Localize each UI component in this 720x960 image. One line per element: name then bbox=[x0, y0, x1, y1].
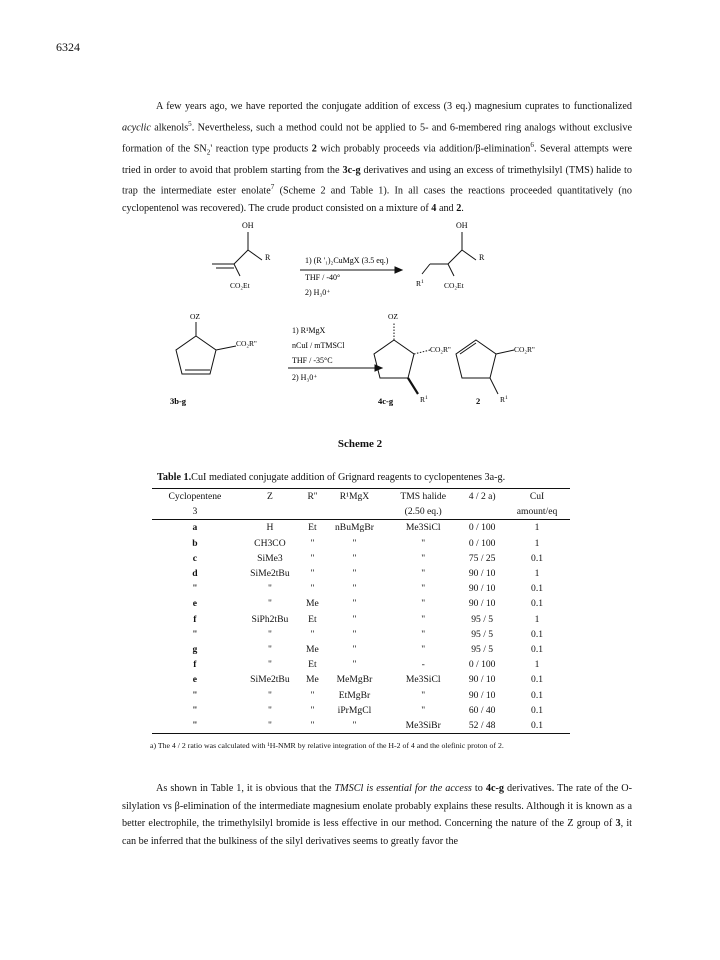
table-cell: " bbox=[267, 628, 272, 640]
table-cell: H bbox=[266, 522, 274, 534]
table-cell: 1 bbox=[534, 659, 540, 671]
table-cell: " bbox=[352, 552, 357, 564]
scheme-2 bbox=[160, 218, 580, 448]
table-cell: 0.1 bbox=[531, 628, 544, 640]
double-bond bbox=[460, 343, 476, 354]
table-cell: SiMe2tBu bbox=[250, 568, 290, 580]
table-cell: 90 / 10 bbox=[468, 598, 496, 610]
table-caption bbox=[157, 472, 505, 483]
table-cell: " bbox=[310, 689, 315, 701]
entry-cell: b bbox=[192, 537, 198, 549]
compound-ref: 4 bbox=[431, 203, 437, 215]
r-label: R bbox=[265, 253, 271, 262]
header-cui: CuI bbox=[504, 489, 570, 505]
table-cell: 1 bbox=[534, 537, 540, 549]
intro-text: and bbox=[436, 203, 457, 215]
oz-label: OZ bbox=[388, 312, 398, 321]
table-cell: " bbox=[421, 568, 426, 580]
entry-cell: c bbox=[192, 552, 198, 564]
subheader-cell bbox=[323, 504, 386, 520]
oh-label: OH bbox=[456, 221, 468, 230]
co2r-label: CO₂R'' bbox=[430, 345, 451, 354]
subheader-cell: amount/eq bbox=[504, 504, 570, 520]
r1-label: $R^1$ bbox=[500, 395, 508, 404]
intro-text: alkenols bbox=[150, 121, 189, 133]
intro-text: . bbox=[461, 203, 464, 215]
table-cell: MeMgBr bbox=[336, 674, 373, 686]
table-row bbox=[152, 672, 570, 687]
table-row bbox=[152, 703, 570, 718]
table-cell: 0 / 100 bbox=[468, 659, 496, 671]
subheader-cell bbox=[460, 504, 504, 520]
table-cell: SiPh2tBu bbox=[251, 613, 289, 625]
table-cell: 90 / 10 bbox=[468, 568, 496, 580]
intro-text: . Nevertheless, such a method could not be applied to 5- and 6-membered ring analogs without exclusive formation of the SN bbox=[122, 121, 633, 154]
discussion-italic: TMSCl is essential for the access bbox=[334, 783, 472, 794]
compound-ref: 3c-g bbox=[342, 164, 361, 176]
table-cell: Me3SiCl bbox=[405, 522, 441, 534]
table-cell: 0.1 bbox=[531, 598, 544, 610]
r1-label: $R^1$ bbox=[416, 279, 424, 288]
table-cell: Et bbox=[308, 522, 317, 534]
table-cell: 90 / 10 bbox=[468, 689, 496, 701]
table-row bbox=[152, 657, 570, 672]
table-cell: 0.1 bbox=[531, 689, 544, 701]
compound-2-label: 2 bbox=[476, 396, 481, 406]
table-cell: iPrMgCl bbox=[337, 704, 372, 716]
table-cell: 0.1 bbox=[531, 583, 544, 595]
table-cell: " bbox=[310, 583, 315, 595]
bottom-arrow-workup: 2) H₃0⁺ bbox=[292, 373, 318, 382]
entry-cell: e bbox=[192, 598, 198, 610]
table-row bbox=[152, 642, 570, 657]
table-cell: " bbox=[238, 718, 302, 734]
table-cell: " bbox=[352, 583, 357, 595]
r-label: R bbox=[479, 253, 485, 262]
table-cell: " bbox=[421, 704, 426, 716]
table-cell: 0.1 bbox=[531, 643, 544, 655]
oz-label: OZ bbox=[190, 312, 200, 321]
entry-cell: e bbox=[192, 674, 198, 686]
table-cell: " bbox=[352, 659, 357, 671]
bond bbox=[448, 250, 462, 264]
table-row bbox=[152, 687, 570, 702]
table-cell: Et bbox=[308, 613, 317, 625]
table-body bbox=[152, 520, 570, 734]
header-grignard: R¹MgX bbox=[323, 489, 386, 505]
bond bbox=[496, 350, 514, 354]
subheader-cell bbox=[238, 504, 302, 520]
table-cell: 1 bbox=[534, 613, 540, 625]
entry-cell: " bbox=[192, 628, 198, 640]
table-cell: 0.1 bbox=[531, 704, 544, 716]
table-cell: " bbox=[352, 568, 357, 580]
table-row bbox=[152, 520, 570, 536]
top-arrow-workup: 2) H₃0⁺ bbox=[305, 288, 331, 297]
oh-label: OH bbox=[242, 221, 254, 230]
table-cell: " bbox=[352, 613, 357, 625]
intro-text: wich probably proceeds via addition/β-elimination bbox=[316, 142, 531, 154]
table-cell: " bbox=[302, 718, 323, 734]
intro-italic: acyclic bbox=[122, 121, 151, 133]
table-cell: 95 / 5 bbox=[471, 643, 494, 655]
discussion-text: As shown in Table 1, it is obvious that the bbox=[156, 783, 335, 794]
intro-text: ' reaction type products bbox=[210, 142, 312, 154]
compound-ref: 3 bbox=[615, 818, 621, 830]
compound-ref: 2 bbox=[456, 203, 462, 215]
entry-cell: g bbox=[192, 643, 198, 655]
bond bbox=[462, 250, 476, 260]
entry-cell: d bbox=[192, 568, 198, 580]
co2r-label: CO₂R'' bbox=[514, 345, 535, 354]
table-cell: 90 / 10 bbox=[468, 674, 496, 686]
table-cell: " bbox=[421, 537, 426, 549]
discussion-text: to bbox=[471, 783, 486, 794]
table-footnote: a) The 4 / 2 ratio was calculated with ¹H-NMR by relative integration of the H-2 of 4 and the olefinic proton of 2. bbox=[150, 741, 504, 750]
bottom-arrow-catalyst: nCuI / mTMSCl bbox=[292, 341, 345, 350]
table-cell: " bbox=[323, 718, 386, 734]
bond bbox=[216, 346, 236, 350]
table-header-row bbox=[152, 489, 570, 505]
co2et-label: CO₂Et bbox=[230, 281, 250, 290]
entry-cell: " bbox=[152, 718, 238, 734]
table-cell: Me bbox=[306, 643, 319, 655]
table-row bbox=[152, 718, 570, 734]
entry-cell: " bbox=[192, 583, 198, 595]
table-cell: " bbox=[310, 704, 315, 716]
table-cell: 1 bbox=[534, 522, 540, 534]
intro-text: derivatives and using an excess of trimethylsilyl (TMS) halide to trap the intermediate ester enolate bbox=[122, 164, 632, 197]
bottom-arrow-reagent: 1) R¹MgX bbox=[292, 326, 326, 335]
ref-superscript: 6 bbox=[530, 140, 534, 149]
table-cell: " bbox=[352, 598, 357, 610]
co2r-label: CO₂R'' bbox=[236, 339, 257, 348]
table-cell: " bbox=[421, 552, 426, 564]
table-cell: " bbox=[421, 583, 426, 595]
arrow-head bbox=[395, 267, 402, 273]
table-cell: " bbox=[352, 628, 357, 640]
subscript: 2 bbox=[206, 148, 211, 156]
table-cell: - bbox=[421, 659, 425, 671]
table-cell: EtMgBr bbox=[338, 689, 371, 701]
table-cell: " bbox=[421, 613, 426, 625]
subheader-cell bbox=[302, 504, 323, 520]
table-cell: 0 / 100 bbox=[468, 522, 496, 534]
intro-text: A few years ago, we have reported the conjugate addition of excess (3 eq.) magnesium cuprates to functionalized bbox=[156, 101, 632, 112]
table-cell: " bbox=[421, 643, 426, 655]
discussion-text: derivatives. The rate of the O-silylation vs β-elimination of the intermediate magnesium enolate probably explains these results. Although it is known as a better electrophile, the trimethylsilyl bromide is less effective in our method. Concerning the nature of the Z group of bbox=[122, 783, 632, 830]
co2et-label: CO₂Et bbox=[444, 281, 464, 290]
compound-4cg-label: 4c-g bbox=[378, 396, 394, 406]
table-row bbox=[152, 536, 570, 551]
table-cell: 1 bbox=[534, 568, 540, 580]
table-row bbox=[152, 627, 570, 642]
table-cell: " bbox=[267, 704, 272, 716]
table-caption-text: CuI mediated conjugate addition of Grignard reagents to cyclopentenes 3a-g. bbox=[191, 472, 506, 483]
table-cell: " bbox=[310, 568, 315, 580]
ring bbox=[456, 340, 496, 378]
table-cell: 95 / 5 bbox=[471, 628, 494, 640]
bond bbox=[422, 264, 430, 274]
wedge-bond bbox=[408, 378, 418, 394]
table-row bbox=[152, 566, 570, 581]
compound-ref: 4c-g bbox=[485, 783, 504, 794]
discussion-text: , it can be inferred that the bulkiness of the silyl derivatives seems to greatly favor the bbox=[122, 818, 633, 847]
entry-cell: " bbox=[192, 689, 198, 701]
top-arrow-conditions: THF / -40° bbox=[305, 273, 341, 282]
table-cell: 60 / 40 bbox=[468, 704, 496, 716]
table-cell: " bbox=[421, 628, 426, 640]
intro-text: (Scheme 2 and Table 1). In all cases the reactions proceeded quantitatively (no cyclopentenol was recovered). The crude product consisted on a mixture of bbox=[122, 185, 632, 215]
table-caption-label: Table 1. bbox=[157, 472, 192, 483]
bond bbox=[490, 378, 498, 394]
compound-ref: 2 bbox=[311, 142, 317, 154]
table-cell: " bbox=[267, 659, 272, 671]
table-cell: SiMe3 bbox=[257, 552, 283, 564]
table-cell: Me3SiBr bbox=[386, 718, 460, 734]
discussion-paragraph bbox=[122, 780, 632, 850]
table-cell: " bbox=[267, 598, 272, 610]
table-cell: 75 / 25 bbox=[468, 552, 496, 564]
results-table bbox=[152, 488, 570, 734]
intro-paragraph bbox=[122, 98, 632, 218]
subheader-cell: 3 bbox=[152, 504, 238, 520]
bottom-arrow-conditions: THF / -35°C bbox=[292, 356, 333, 365]
table-cell: " bbox=[267, 689, 272, 701]
table-subheader-row bbox=[152, 504, 570, 520]
table-cell: 52 / 48 bbox=[460, 718, 504, 734]
header-z: Z bbox=[238, 489, 302, 505]
bond bbox=[248, 250, 262, 260]
table-cell: CH3CO bbox=[254, 537, 286, 549]
table-cell: Me bbox=[306, 674, 319, 686]
table-cell: " bbox=[421, 598, 426, 610]
table-cell: Me3SiCl bbox=[405, 674, 441, 686]
table-row bbox=[152, 581, 570, 596]
table-cell: 90 / 10 bbox=[468, 583, 496, 595]
header-r: R'' bbox=[302, 489, 323, 505]
table-cell: " bbox=[310, 537, 315, 549]
table-row bbox=[152, 551, 570, 566]
header-tms-halide: TMS halide bbox=[386, 489, 460, 505]
page-number: 6324 bbox=[56, 40, 80, 54]
table-cell: 0.1 bbox=[504, 718, 570, 734]
entry-cell: a bbox=[192, 522, 198, 534]
table-cell: " bbox=[310, 552, 315, 564]
header-ratio: 4 / 2 a) bbox=[460, 489, 504, 505]
subheader-cell: (2.50 eq.) bbox=[386, 504, 460, 520]
table-cell: 95 / 5 bbox=[471, 613, 494, 625]
top-arrow-reagent: 1) (R '₁)₂CuMgX (3.5 eq.) bbox=[305, 256, 389, 265]
scheme-caption: Scheme 2 bbox=[337, 438, 383, 450]
entry-cell: f bbox=[193, 659, 197, 671]
entry-cell: f bbox=[193, 613, 197, 625]
ring bbox=[176, 336, 216, 374]
hashed-bond bbox=[414, 350, 430, 354]
table-cell: " bbox=[421, 689, 426, 701]
ref-superscript: 5 bbox=[188, 119, 192, 128]
r1-label: $R^1$ bbox=[420, 395, 428, 404]
bond bbox=[448, 264, 454, 276]
ring bbox=[374, 340, 414, 378]
table-cell: 0.1 bbox=[531, 552, 544, 564]
table-cell: " bbox=[352, 537, 357, 549]
table-cell: " bbox=[267, 643, 272, 655]
intro-text: . Several attempts were tried in order to avoid that problem starting from the bbox=[122, 142, 632, 176]
table-cell: " bbox=[310, 628, 315, 640]
table-cell: Me bbox=[306, 598, 319, 610]
bond bbox=[234, 264, 240, 276]
scheme-drawing bbox=[160, 218, 580, 448]
table-cell: 0 / 100 bbox=[468, 537, 496, 549]
table-row bbox=[152, 612, 570, 627]
bond bbox=[234, 250, 248, 264]
table-cell: " bbox=[267, 583, 272, 595]
entry-cell: " bbox=[192, 704, 198, 716]
table-row bbox=[152, 596, 570, 611]
table-cell: Et bbox=[308, 659, 317, 671]
compound-3bg-label: 3b-g bbox=[170, 396, 187, 406]
table-cell: SiMe2tBu bbox=[250, 674, 290, 686]
table-cell: nBuMgBr bbox=[335, 522, 374, 534]
table-cell: " bbox=[352, 643, 357, 655]
ref-superscript: 7 bbox=[270, 183, 275, 192]
table-cell: 0.1 bbox=[531, 674, 544, 686]
header-cyclopentene: Cyclopentene bbox=[152, 489, 238, 505]
